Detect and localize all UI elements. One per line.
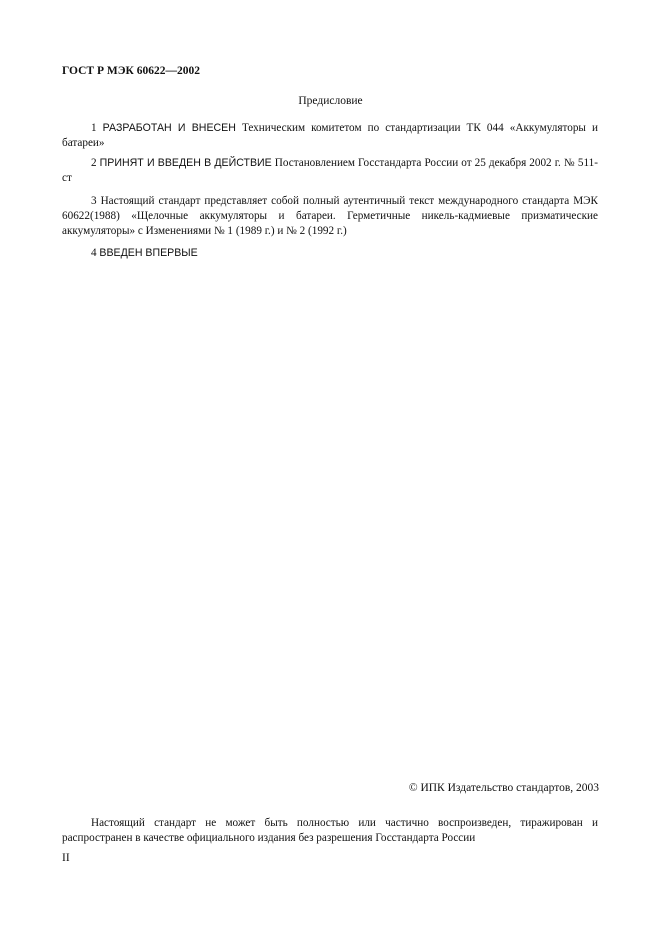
item-number: 2 xyxy=(91,157,97,169)
item-body-text: Техническим комитетом по стандартизации ТК 044 «Аккумуляторы и батареи» xyxy=(62,122,599,149)
preface-title: Предисловие xyxy=(298,95,363,107)
preface-item-3 xyxy=(62,194,598,239)
copyright-line: © ИПК Издательство стандартов, 2003 xyxy=(408,782,599,794)
item-caps-text: ВВЕДЕН ВПЕРВЫЕ xyxy=(99,247,198,259)
document-code-header: ГОСТ Р МЭК 60622—2002 xyxy=(62,65,200,77)
preface-item-4 xyxy=(62,246,598,261)
item-caps-text: ПРИНЯТ И ВВЕДЕН В ДЕЙСТВИЕ xyxy=(99,157,272,169)
item-number: 4 xyxy=(91,247,97,259)
item-body-text: Постановлением Госстандарта России от 25 декабря 2002 г. № 511-ст xyxy=(62,157,598,184)
preface-item-2 xyxy=(62,156,598,186)
page-number: II xyxy=(62,852,70,864)
item-body-text: Настоящий стандарт представляет собой полный аутентичный текст международного стандарта МЭК 60622(1988) «Щелочные аккумуляторы и батареи. Герметичные никель-кадмиевые призматические аккумуляторы» с Изменениями № 1 (1989 г.) и № 2 (1992 г.) xyxy=(62,195,598,237)
reproduction-notice: Настоящий стандарт не может быть полностью или частично воспроизведен, тиражирован и распространен в качестве официального издания без разрешения Госстандарта России xyxy=(62,817,598,844)
item-caps-text: РАЗРАБОТАН И ВНЕСЕН xyxy=(102,122,236,134)
item-number: 3 xyxy=(91,195,97,207)
item-number: 1 xyxy=(91,122,97,134)
preface-item-1 xyxy=(62,121,598,151)
